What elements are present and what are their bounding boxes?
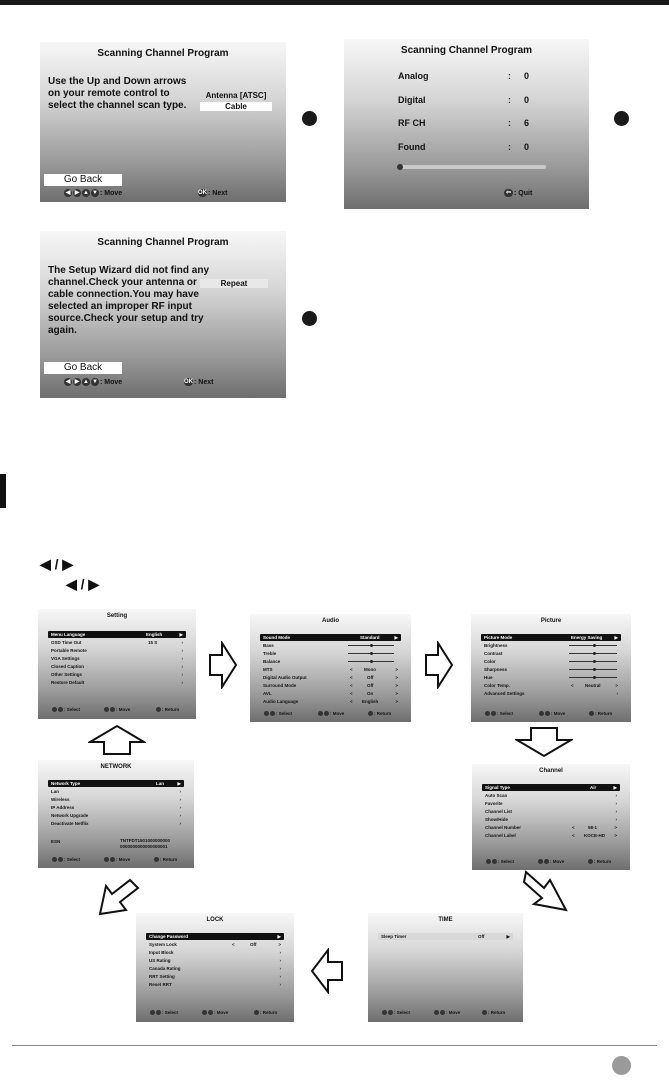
arrow-down-icon bbox=[515, 726, 573, 758]
right-icon: ▶ bbox=[74, 190, 80, 196]
progress-indicator bbox=[397, 164, 403, 170]
next-hint: OK: Next bbox=[198, 189, 228, 197]
stat-colon: : bbox=[508, 95, 511, 105]
menu-row[interactable]: Treble bbox=[260, 650, 401, 657]
option-antenna[interactable]: Antenna [ATSC] bbox=[205, 91, 267, 100]
move-hint: : Move bbox=[104, 707, 130, 712]
menu-row[interactable]: Sound Mode Standard ▶ bbox=[260, 634, 401, 641]
select-hint: : Select bbox=[52, 857, 80, 862]
arrow-right-icon bbox=[208, 641, 238, 689]
exit-icon: ⇦ bbox=[505, 190, 512, 196]
esn-value-line-1: TNTFDT1501000000000 bbox=[120, 838, 171, 843]
menu-row[interactable]: Lan › bbox=[51, 789, 181, 794]
option-cable[interactable]: Cable bbox=[200, 102, 272, 111]
menu-title: Channel bbox=[539, 768, 563, 774]
picture-menu bbox=[471, 614, 631, 722]
menu-row[interactable]: Portable Remote › bbox=[51, 648, 183, 653]
instruction-line-2: on your remote control to bbox=[48, 88, 170, 99]
menu-row[interactable]: Reset RRT › bbox=[149, 982, 281, 987]
menu-title: Setting bbox=[106, 613, 128, 619]
menu-title: NETWORK bbox=[100, 764, 132, 770]
menu-row[interactable]: Hue bbox=[481, 674, 621, 681]
menu-row[interactable]: Color Temp. < Neutral > bbox=[484, 683, 618, 688]
menu-row[interactable]: IP Address › bbox=[51, 805, 181, 810]
menu-row[interactable]: MTS < Mono > bbox=[263, 667, 398, 672]
message-line-6: again. bbox=[48, 325, 77, 336]
menu-row[interactable]: Digital Audio Output < Off > bbox=[263, 675, 398, 680]
stat-colon: : bbox=[508, 71, 511, 81]
setting-menu bbox=[38, 609, 196, 719]
menu-title: Picture bbox=[540, 618, 562, 624]
select-hint: : Select bbox=[485, 711, 513, 716]
menu-row[interactable]: Brightness bbox=[481, 642, 621, 649]
screen-title: Scanning Channel Program bbox=[97, 48, 229, 59]
move-hint: : Move bbox=[434, 1010, 460, 1015]
menu-row[interactable]: Bass bbox=[260, 642, 401, 649]
menu-row[interactable]: Contrast bbox=[481, 650, 621, 657]
select-hint: : Select bbox=[52, 707, 80, 712]
stat-label-rfch: RF CH bbox=[398, 118, 426, 128]
audio-menu bbox=[250, 614, 411, 722]
menu-row[interactable]: Change Password ▶ bbox=[146, 933, 284, 940]
repeat-option[interactable]: Repeat bbox=[200, 279, 268, 288]
menu-row[interactable]: Sleep Timer Off ▶ bbox=[378, 933, 513, 940]
top-rule bbox=[0, 0, 669, 5]
next-hint: OK: Next bbox=[184, 378, 214, 386]
page-number-circle bbox=[612, 1056, 631, 1075]
stat-colon: : bbox=[508, 118, 511, 128]
stat-label-digital: Digital bbox=[398, 95, 426, 105]
select-hint: : Select bbox=[382, 1010, 410, 1015]
menu-row[interactable]: Wireless › bbox=[51, 797, 181, 802]
menu-row[interactable]: Network Type Lan ▶ bbox=[48, 780, 184, 787]
up-icon: ▲ bbox=[83, 190, 89, 196]
menu-row[interactable]: AVL < On > bbox=[263, 691, 398, 696]
time-menu bbox=[368, 913, 523, 1022]
menu-row[interactable]: OSD Time Out 15 S › bbox=[51, 640, 183, 645]
scan-progress-screen bbox=[344, 39, 589, 209]
esn-label: ESN bbox=[51, 839, 61, 844]
menu-row[interactable]: Channel Number < 58-1 > bbox=[485, 825, 617, 830]
esn-value-line-2: 0000000000000000001 bbox=[120, 844, 168, 849]
return-hint: : Return bbox=[154, 857, 177, 862]
stat-value-digital: 0 bbox=[524, 95, 530, 105]
screen-title: Scanning Channel Program bbox=[97, 237, 229, 248]
stat-label-analog: Analog bbox=[398, 71, 429, 81]
message-line-2: channel.Check your antenna or bbox=[48, 277, 197, 288]
select-hint: : Select bbox=[486, 859, 514, 864]
channel-menu bbox=[472, 764, 630, 870]
message-line-5: source.Check your setup and try bbox=[48, 313, 204, 324]
left-icon: ◀ bbox=[65, 379, 71, 385]
move-hint: : Move bbox=[318, 711, 344, 716]
stat-value-analog: 0 bbox=[524, 71, 530, 81]
ok-icon: OK bbox=[184, 379, 193, 385]
return-hint: : Return bbox=[156, 707, 179, 712]
arrow-left-icon bbox=[310, 948, 344, 994]
return-hint: : Return bbox=[368, 711, 391, 716]
up-icon: ▲ bbox=[83, 379, 89, 385]
menu-row[interactable]: Color bbox=[481, 658, 621, 665]
lock-menu bbox=[136, 913, 294, 1022]
instruction-line-3: select the channel scan type. bbox=[48, 100, 187, 111]
message-line-3: cable connection.You may have bbox=[48, 289, 199, 300]
arrow-down-left-icon bbox=[520, 870, 570, 914]
return-hint: : Return bbox=[588, 859, 611, 864]
menu-row[interactable]: Signal Type Air ▶ bbox=[482, 784, 620, 791]
bottom-rule bbox=[12, 1045, 657, 1046]
return-hint: : Return bbox=[254, 1010, 277, 1015]
move-hint: : Move bbox=[104, 857, 130, 862]
stat-value-rfch: 6 bbox=[524, 118, 530, 128]
menu-row[interactable]: Other Settings › bbox=[51, 672, 183, 677]
select-hint: : Select bbox=[150, 1010, 178, 1015]
menu-row[interactable]: US Rating › bbox=[149, 958, 281, 963]
arrow-up-icon bbox=[88, 724, 146, 756]
quit-hint: ⇦ : Quit bbox=[505, 189, 533, 197]
menu-title: TIME bbox=[438, 917, 453, 923]
menu-row[interactable]: Sharpness bbox=[481, 666, 621, 673]
menu-row[interactable]: Advanced Settings › bbox=[484, 691, 618, 696]
menu-row[interactable]: Channel List › bbox=[485, 809, 617, 814]
menu-row[interactable]: Show/Hide › bbox=[485, 817, 617, 822]
return-hint: : Return bbox=[482, 1010, 505, 1015]
go-back-button[interactable]: Go Back bbox=[44, 174, 122, 186]
nav-arrows-line-1: ◀ / ▶ bbox=[40, 556, 74, 572]
move-hint: ◀ ▶ ▲ ▼ : Move bbox=[65, 378, 123, 386]
menu-title: Audio bbox=[322, 618, 339, 624]
move-hint: : Move bbox=[539, 711, 565, 716]
scan-progress-bar bbox=[398, 165, 546, 169]
stat-colon: : bbox=[508, 142, 511, 152]
no-channel-screen bbox=[40, 231, 286, 398]
step-bullet bbox=[302, 311, 317, 326]
arrow-up-left-icon bbox=[96, 878, 144, 918]
menu-row[interactable]: Auto Scan › bbox=[485, 793, 617, 798]
menu-row[interactable]: Audio Language < English > bbox=[263, 699, 398, 704]
menu-row[interactable]: Canada Rating › bbox=[149, 966, 281, 971]
network-menu bbox=[38, 760, 194, 868]
arrow-right-icon bbox=[424, 641, 454, 689]
menu-row[interactable]: Menu Language English ▶ bbox=[48, 631, 186, 638]
menu-row[interactable]: Deactivate Netflix › bbox=[51, 821, 181, 826]
return-hint: : Return bbox=[589, 711, 612, 716]
move-hint: ◀ ▶ ▲ ▼ : Move bbox=[65, 189, 123, 197]
stat-label-found: Found bbox=[398, 142, 426, 152]
nav-arrows-line-2: ◀ / ▶ bbox=[66, 576, 100, 592]
menu-row[interactable]: Restore Default › bbox=[51, 680, 183, 685]
message-line-1: The Setup Wizard did not find any bbox=[48, 265, 210, 276]
section-marker bbox=[0, 474, 6, 508]
go-back-button[interactable]: Go Back bbox=[44, 362, 122, 374]
menu-row[interactable]: Network Upgrade › bbox=[51, 813, 181, 818]
step-bullet bbox=[614, 111, 629, 126]
menu-row[interactable]: Input Block › bbox=[149, 950, 281, 955]
menu-row[interactable]: Picture Mode Energy Saving ▶ bbox=[481, 634, 621, 641]
menu-title: LOCK bbox=[206, 917, 224, 923]
step-bullet bbox=[302, 111, 317, 126]
menu-row[interactable]: Balance bbox=[260, 658, 401, 665]
right-icon: ▶ bbox=[74, 379, 80, 385]
left-icon: ◀ bbox=[65, 190, 71, 196]
menu-row[interactable]: VGA Settings › bbox=[51, 656, 183, 661]
menu-row[interactable]: Closed Caption › bbox=[51, 664, 183, 669]
message-line-4: selected an improper RF input bbox=[48, 301, 192, 312]
ok-icon: OK bbox=[198, 190, 207, 196]
instruction-line-1: Use the Up and Down arrows bbox=[48, 76, 187, 87]
menu-row[interactable]: Surround Mode < Off > bbox=[263, 683, 398, 688]
menu-row[interactable]: RRT Setting › bbox=[149, 974, 281, 979]
stat-value-found: 0 bbox=[524, 142, 530, 152]
scan-type-screen bbox=[40, 42, 286, 202]
menu-row[interactable]: Favorite › bbox=[485, 801, 617, 806]
select-hint: : Select bbox=[264, 711, 292, 716]
menu-row[interactable]: System Lock < Off > bbox=[149, 942, 281, 947]
down-icon: ▼ bbox=[92, 379, 98, 385]
screen-title: Scanning Channel Program bbox=[400, 45, 533, 56]
down-icon: ▼ bbox=[92, 190, 98, 196]
move-hint: : Move bbox=[538, 859, 564, 864]
menu-row[interactable]: Channel Label < KOCE-HD > bbox=[485, 833, 617, 838]
move-hint: : Move bbox=[202, 1010, 228, 1015]
